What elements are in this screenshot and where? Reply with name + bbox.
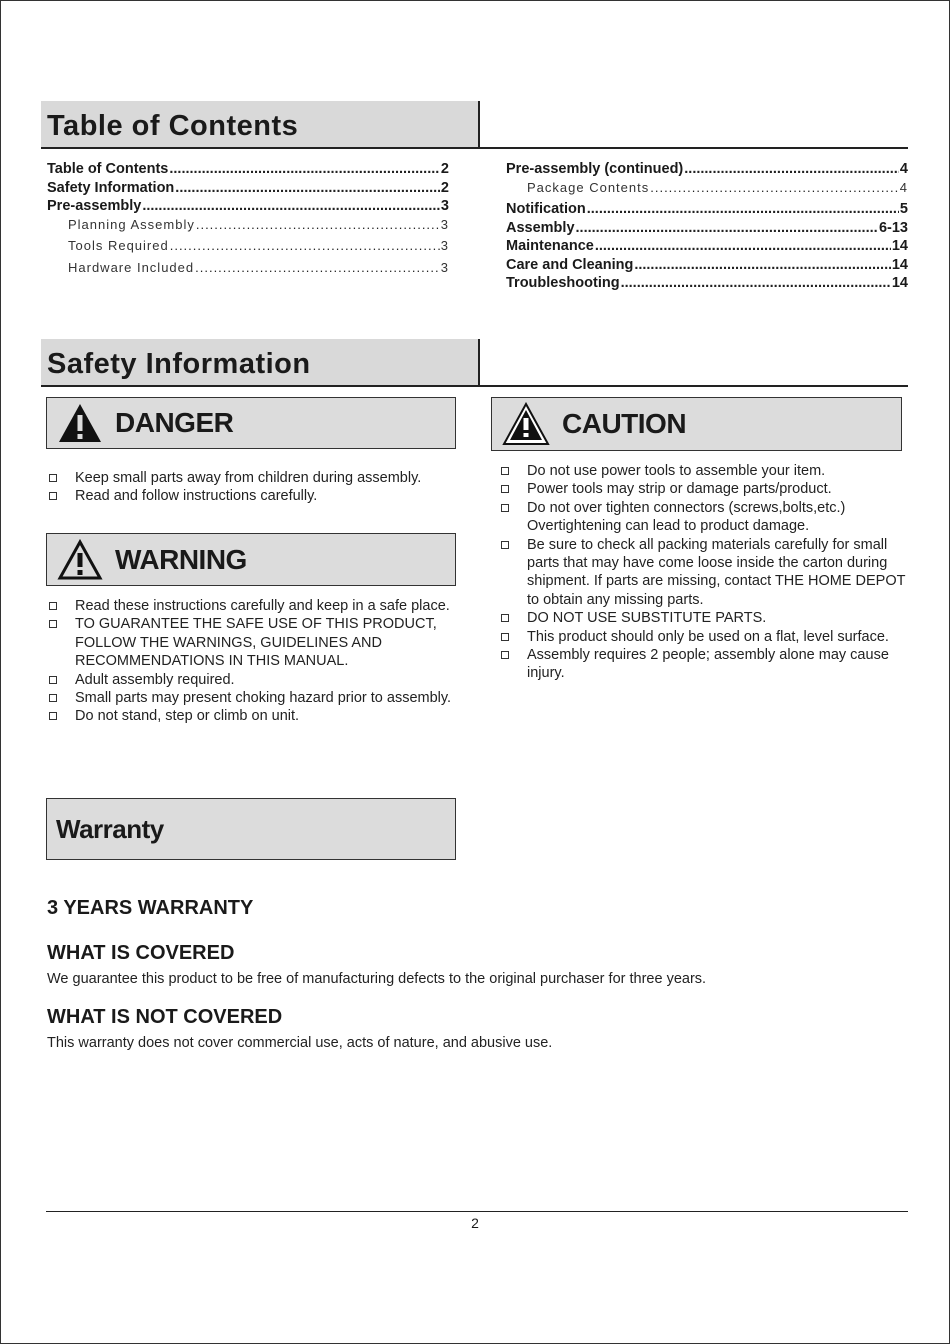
toc-entry-page: 6-13: [878, 219, 908, 236]
footer-divider: [46, 1211, 908, 1212]
toc-entry-title: Pre-assembly: [47, 198, 142, 214]
toc-left-column: [47, 161, 449, 281]
square-bullet-icon: [501, 504, 509, 512]
toc-entry: [506, 161, 908, 180]
toc-entry-title: Care and Cleaning: [506, 256, 634, 273]
bullet-item: [47, 597, 457, 615]
toc-entry-title: Pre-assembly (continued): [506, 161, 684, 177]
bullet-text: Read these instructions carefully and keep in a safe place.: [75, 598, 450, 614]
toc-entry-title: Safety Information: [47, 179, 175, 196]
toc-entry-page: 2: [440, 161, 449, 177]
toc-entry-title: Hardware Included: [68, 259, 195, 275]
toc-title: Table of Contents: [47, 110, 299, 142]
toc-entry-page: 3: [440, 216, 449, 232]
square-bullet-icon: [49, 474, 57, 482]
bullet-text: Small parts may present choking hazard prior to assembly.: [75, 690, 452, 707]
toc-entry-title: Notification: [506, 201, 586, 217]
toc-entry: [506, 275, 908, 294]
toc-leader-dots: [196, 217, 440, 232]
square-bullet-icon: [49, 620, 57, 628]
not-covered-text: This warranty does not cover commercial use, acts of nature, and abusive use.: [47, 1035, 553, 1051]
bullet-item: [499, 462, 909, 480]
toc-entry-page: 4: [899, 179, 908, 195]
toc-entry: [47, 198, 449, 217]
square-bullet-icon: [501, 651, 509, 659]
toc-entry-page: 3: [440, 198, 449, 214]
toc-leader-dots: [621, 275, 891, 291]
toc-entry: [506, 257, 908, 276]
warning-triangle-icon: [502, 402, 550, 446]
toc-entry-title: Table of Contents: [47, 161, 169, 177]
square-bullet-icon: [49, 492, 57, 500]
page-number: 2: [471, 1215, 479, 1231]
toc-entry: [47, 260, 449, 282]
toc-entry: [506, 220, 908, 239]
toc-entry-page: 14: [891, 275, 908, 291]
toc-right-column: [506, 161, 908, 294]
toc-entry-title: Maintenance: [506, 238, 594, 254]
safety-header-bar: [41, 339, 480, 385]
square-bullet-icon: [49, 694, 57, 702]
toc-entry-title: Planning Assembly: [68, 216, 195, 232]
toc-leader-dots: [684, 161, 899, 177]
toc-leader-dots: [170, 238, 440, 253]
bullet-item: [47, 707, 457, 725]
bullet-text: Keep small parts away from children during assembly.: [75, 470, 422, 486]
toc-entry: [506, 180, 908, 202]
toc-leader-dots: [650, 180, 899, 195]
toc-entry-page: 3: [440, 259, 449, 275]
warning-label: WARNING: [115, 543, 247, 575]
toc-entry-page: 14: [891, 238, 908, 254]
bullet-text: Assembly requires 2 people; assembly alone may cause injury.: [527, 647, 889, 682]
toc-leader-dots: [142, 198, 440, 214]
danger-box: [46, 397, 456, 449]
warranty-heading: 3 YEARS WARRANTY: [47, 897, 254, 919]
bullet-item: [499, 499, 909, 536]
toc-entry-title: Package Contents: [527, 179, 650, 195]
bullet-item: [47, 615, 457, 670]
bullet-item: [499, 628, 909, 646]
caution-list: [499, 462, 909, 683]
warning-box: [46, 533, 456, 586]
warning-triangle-icon: [57, 402, 103, 444]
toc-entry: [47, 180, 449, 199]
bullet-item: [499, 646, 909, 683]
square-bullet-icon: [49, 602, 57, 610]
square-bullet-icon: [49, 676, 57, 684]
toc-leader-dots: [587, 201, 899, 217]
caution-box: [491, 397, 902, 451]
square-bullet-icon: [501, 614, 509, 622]
bullet-text: This product should only be used on a flat, level surface.: [527, 628, 889, 645]
square-bullet-icon: [501, 633, 509, 641]
covered-heading: WHAT IS COVERED: [47, 942, 235, 964]
bullet-text: Do not over tighten connectors (screws,bolts,etc.) Overtightening can lead to product damage.: [527, 499, 846, 535]
toc-header: [41, 101, 908, 149]
toc-entry-page: 3: [440, 238, 449, 253]
square-bullet-icon: [49, 712, 57, 720]
toc-entry-page: 2: [440, 179, 449, 196]
toc-leader-dots: [195, 260, 440, 275]
safety-title: Safety Information: [47, 348, 311, 380]
toc-leader-dots: [595, 238, 891, 254]
square-bullet-icon: [501, 485, 509, 493]
bullet-item: [47, 671, 457, 689]
toc-leader-dots: [576, 220, 878, 236]
bullet-text: Do not stand, step or climb on unit.: [75, 708, 300, 725]
toc-entry: [47, 161, 449, 180]
bullet-item: [47, 487, 467, 505]
toc-header-bar: [41, 101, 480, 147]
toc-entry-page: 14: [891, 256, 908, 273]
warranty-box: [46, 798, 456, 860]
bullet-text: DO NOT USE SUBSTITUTE PARTS.: [527, 610, 767, 627]
caution-label: CAUTION: [562, 408, 687, 439]
square-bullet-icon: [501, 467, 509, 475]
toc-entry-title: Tools Required: [68, 238, 169, 253]
bullet-text: Adult assembly required.: [75, 671, 235, 688]
bullet-item: [499, 480, 909, 498]
bullet-text: TO GUARANTEE THE SAFE USE OF THIS PRODUCT, FOLLOW THE WARNINGS, GUIDELINES AND RECOMMENDATIONS IN THIS MANUAL.: [75, 616, 437, 670]
bullet-text: Read and follow instructions carefully.: [75, 488, 318, 505]
toc-entry: [47, 238, 449, 260]
toc-entry: [47, 217, 449, 239]
bullet-item: [47, 689, 457, 707]
toc-entry-title: Assembly: [506, 219, 575, 236]
safety-header: [41, 339, 908, 387]
toc-leader-dots: [169, 161, 440, 177]
square-bullet-icon: [501, 541, 509, 549]
covered-text: We guarantee this product to be free of manufacturing defects to the original purchaser for three years.: [47, 971, 707, 987]
bullet-text: Power tools may strip or damage parts/product.: [527, 481, 832, 498]
warranty-title: Warranty: [56, 813, 164, 844]
toc-entry-page: 5: [899, 201, 908, 217]
toc-entry: [506, 238, 908, 257]
warning-list: [47, 597, 457, 726]
warning-triangle-icon: [57, 539, 103, 581]
bullet-item: [499, 609, 909, 627]
not-covered-heading: WHAT IS NOT COVERED: [47, 1006, 283, 1028]
bullet-item: [47, 469, 467, 487]
bullet-item: [499, 536, 909, 610]
toc-entry-page: 4: [899, 161, 908, 177]
toc-leader-dots: [634, 257, 891, 273]
toc-leader-dots: [175, 180, 440, 196]
danger-label: DANGER: [115, 407, 234, 438]
bullet-text: Be sure to check all packing materials carefully for small parts that may have come loose inside the carton during shipment. If parts are missing, contact THE HOME DEPOT to obtain any missing parts.: [527, 536, 906, 608]
toc-entry-title: Troubleshooting: [506, 275, 620, 291]
danger-list: [47, 469, 467, 506]
bullet-text: Do not use power tools to assemble your item.: [527, 463, 826, 479]
toc-entry: [506, 201, 908, 220]
